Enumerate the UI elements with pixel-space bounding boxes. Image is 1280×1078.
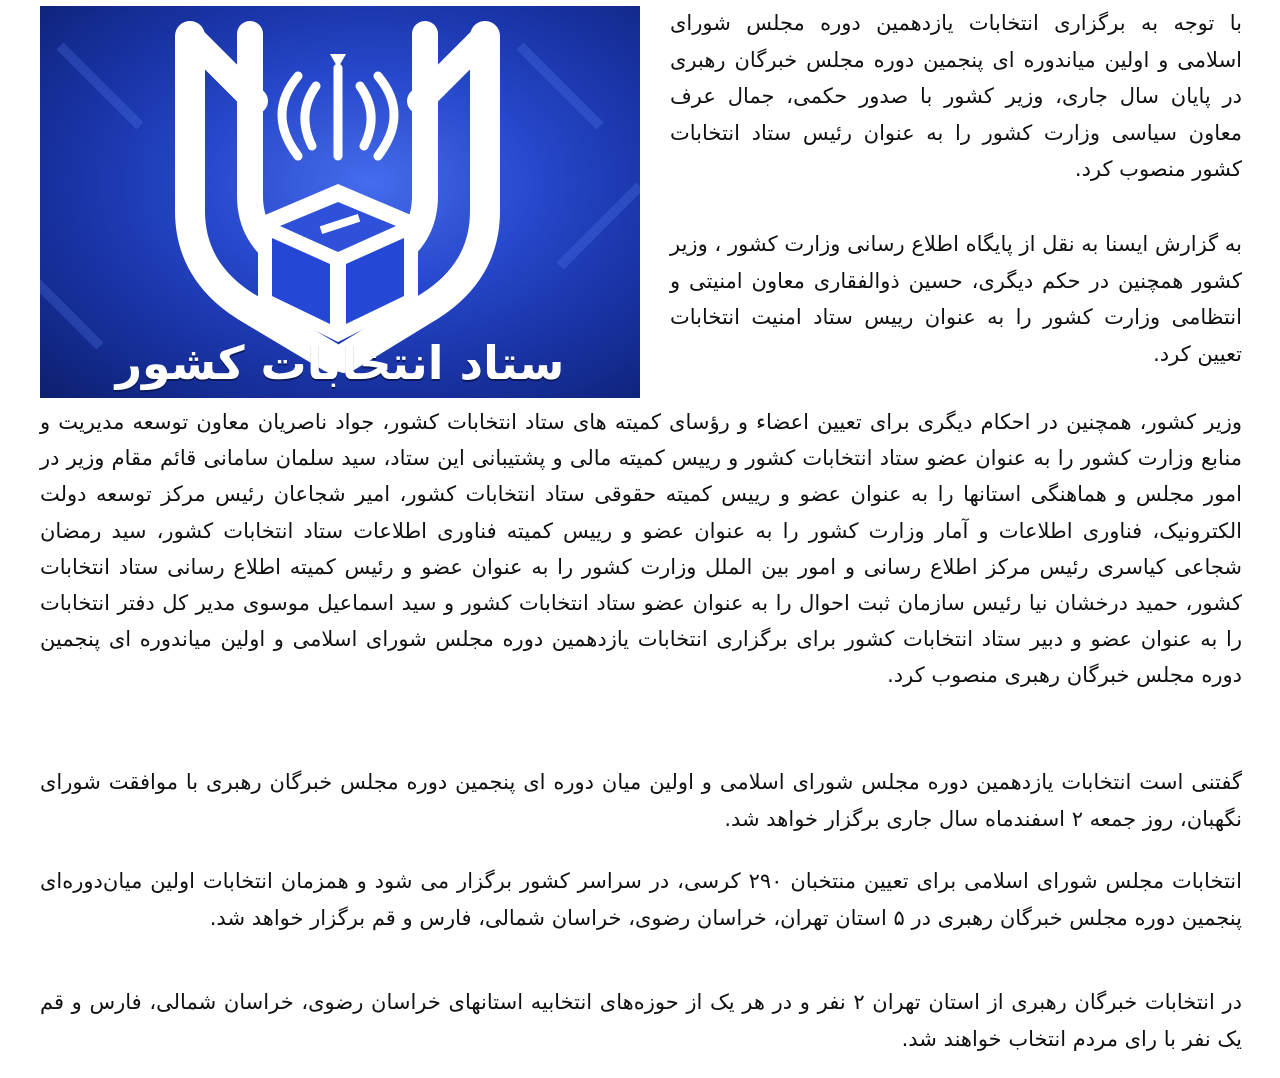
paragraph-2: به گزارش ایسنا به نقل از پایگاه اطلاع رسانی وزارت کشور ، وزیر کشور همچنین در حکم دیگری، حسین ذوالفقاری معاون امنیتی و انتظامی وزارت کشور را به عنوان رییس ستاد امنیت انتخابات تعیین کرد. [670, 232, 1242, 366]
paragraph-1: با توجه به برگزاری انتخابات یازدهمین دوره مجلس شورای اسلامی و اولین میاندوره ای پنجمین دوره مجلس خبرگان رهبری در پایان سال جاری، وزیر کشور با صدور حکمی، جمال عرف معاون سیاسی وزارت کشور را به عنوان رئیس ستاد انتخابات کشور منصوب کرد. [670, 11, 1242, 181]
paragraph-3: وزیر کشور، همچنین در احکام دیگری برای تعیین اعضاء و رؤسای کمیته های ستاد انتخابات کشور، جواد ناصریان معاون توسعه مدیریت و منابع وزارت کشور را به عنوان عضو ستاد انتخابات کشور و رییس کمیته مالی و پشتیبانی این ستاد، سید سلمان سامانی قائم مقام وزیر در امور مجلس و هماهنگی استانها را به عنوان عضو و رییس کمیته حقوقی ستاد انتخابات کشور، امیر شجاعان رئیس مرکز توسعه دولت الکترونیک، فناوری اطلاعات و آمار وزارت کشور را به عنوان عضو و رییس کمیته فناوری اطلاعات ستاد انتخابات کشور، سید رمضان شجاعی کیاسری رئیس مرکز اطلاع رسانی و امور بین الملل وزارت کشور را به عنوان عضو و رئیس کمیته اطلاع رسانی ستاد انتخابات کشور، حمید درخشان نیا رئیس سازمان ثبت احوال را به عنوان عضو ستاد انتخابات کشور و سید اسماعیل موسوی مدیر کل دفتر انتخابات را به عنوان عضو و دبیر ستاد انتخابات کشور برای برگزاری انتخابات یازدهمین دوره مجلس شورای اسلامی و اولین میاندوره ای پنجمین دوره مجلس خبرگان رهبری منصوب کرد. [40, 410, 1242, 688]
paragraph-5: انتخابات مجلس شورای اسلامی برای تعیین منتخبان ۲۹۰ کرسی، در سراسر کشور برگزار می شود و همزمان انتخابات اولین میان‌دوره‌ای پنجمین دوره مجلس خبرگان رهبری در ۵ استان تهران، خراسان رضوی، خراسان شمالی، فارس و قم برگزار خواهد شد. [40, 869, 1242, 930]
logo-caption: ستاد انتخابات کشور [115, 336, 565, 390]
paragraph-4: گفتنی است انتخابات یازدهمین دوره مجلس شورای اسلامی و اولین میان دوره ای پنجمین دوره مجلس خبرگان رهبری با موافقت شورای نگهبان، روز جمعه ۲ اسفندماه سال جاری برگزار خواهد شد. [40, 770, 1242, 831]
election-headquarters-logo-image [40, 6, 640, 398]
paragraph-6: در انتخابات خبرگان رهبری از استان تهران ۲ نفر و در هر یک از حوزه‌های انتخابیه استانهای خراسان رضوی، خراسان شمالی، فارس و قم یک نفر با رای مردم انتخاب خواهند شد. [40, 990, 1242, 1051]
